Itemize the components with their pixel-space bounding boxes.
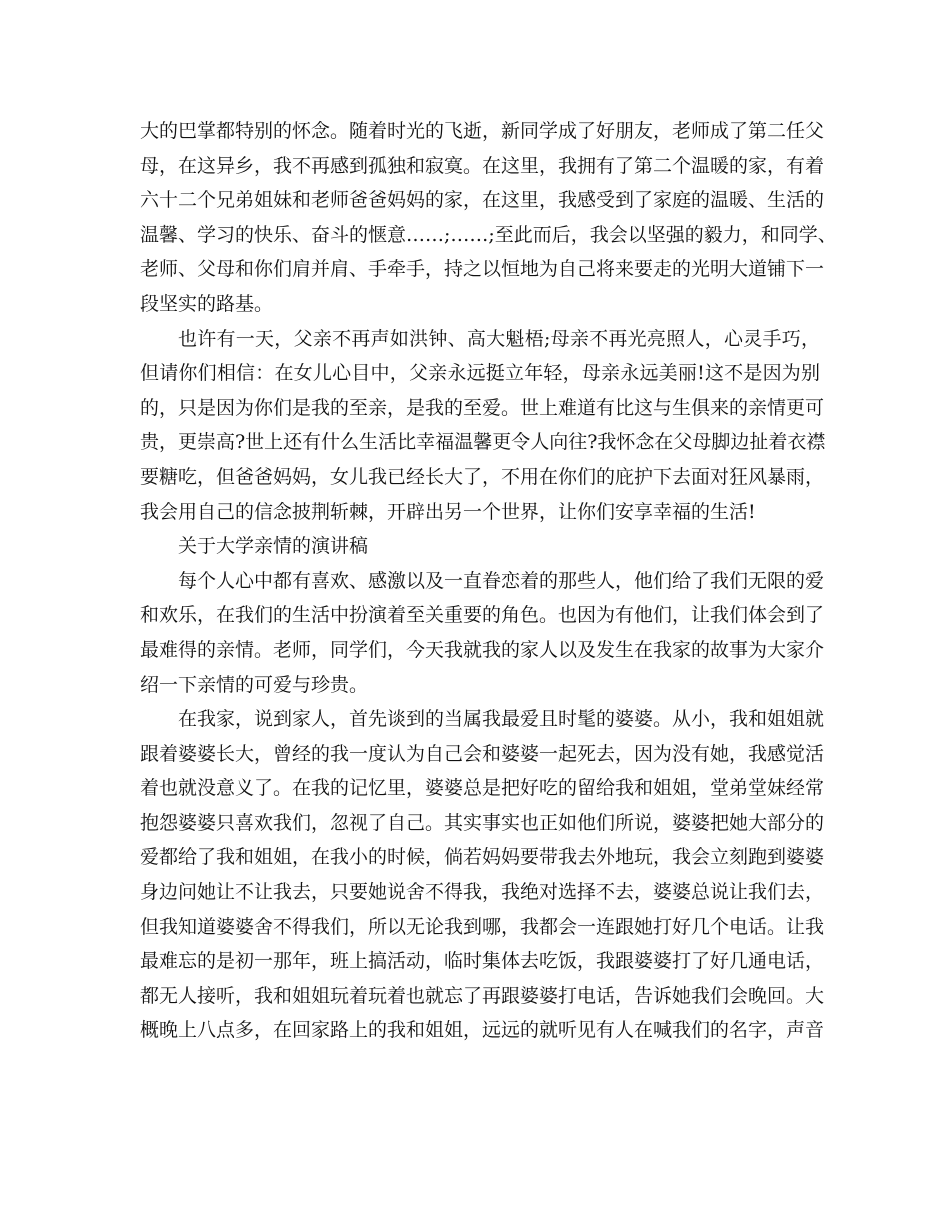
text-line: 母，在这异乡，我不再感到孤独和寂寞。在这里，我拥有了第二个温暖的家，有着 — [140, 154, 825, 177]
text-line: 我会用自己的信念披荆斩棘，开辟出另一个世界，让你们安享幸福的生活! — [140, 500, 756, 523]
text-line: 的，只是因为你们是我的至亲，是我的至爱。世上难道有比这与生俱来的亲情更可 — [140, 396, 825, 419]
text-line: 大的巴掌都特别的怀念。随着时光的飞逝，新同学成了好朋友，老师成了第二任父 — [140, 120, 825, 142]
text-line: 最难得的亲情。老师，同学们，今天我就我的家人以及发生在我家的故事为大家介 — [140, 638, 825, 661]
text-line: 段坚实的路基。 — [140, 292, 274, 315]
text-line: 要糖吃，但爸爸妈妈，女儿我已经长大了，不用在你们的庇护下去面对狂风暴雨， — [140, 465, 825, 488]
text-line: 在我家，说到家人，首先谈到的当属我最爱且时髦的婆婆。从小，我和姐姐就 — [178, 708, 825, 731]
text-line: 跟着婆婆长大，曾经的我一度认为自己会和婆婆一起死去，因为没有她，我感觉活 — [140, 742, 825, 765]
text-line: 概晚上八点多，在回家路上的我和姐姐，远远的就听见有人在喊我们的名字，声音 — [140, 1019, 825, 1042]
text-line: 每个人心中都有喜欢、感激以及一直眷恋着的那些人，他们给了我们无限的爱 — [178, 569, 825, 592]
section-title: 关于大学亲情的演讲稿 — [178, 535, 369, 558]
text-line: 爱都给了我和姐姐，在我小的时候，倘若妈妈要带我去外地玩，我会立刻跑到婆婆 — [140, 846, 825, 869]
text-line: 温馨、学习的快乐、奋斗的惬意……;……;至此而后，我会以坚强的毅力，和同学、 — [140, 223, 837, 246]
text-line: 和欢乐，在我们的生活中扮演着至关重要的角色。也因为有他们，让我们体会到了 — [140, 604, 825, 627]
text-line: 身边问她让不让我去，只要她说舍不得我，我绝对选择不去，婆婆总说让我们去， — [140, 881, 825, 904]
text-line: 贵，更崇高?世上还有什么生活比幸福温馨更令人向往?我怀念在父母脚边扯着衣襟 — [140, 431, 826, 454]
text-line: 也许有一天，父亲不再声如洪钟、高大魁梧;母亲不再光亮照人，心灵手巧， — [178, 327, 820, 350]
text-line: 绍一下亲情的可爱与珍贵。 — [140, 673, 369, 696]
text-line: 但请你们相信：在女儿心目中，父亲永远挺立年轻，母亲永远美丽!这不是因为别 — [140, 362, 820, 385]
text-line: 但我知道婆婆舍不得我们，所以无论我到哪，我都会一连跟她打好几个电话。让我 — [140, 915, 825, 938]
text-line: 老师、父母和你们肩并肩、手牵手，持之以恒地为自己将来要走的光明大道铺下一 — [140, 258, 825, 281]
text-line: 都无人接听，我和姐姐玩着玩着也就忘了再跟婆婆打电话，告诉她我们会晚回。大 — [140, 984, 825, 1007]
document-body — [140, 114, 837, 1048]
text-line: 最难忘的是初一那年，班上搞活动，临时集体去吃饭，我跟婆婆打了好几通电话， — [140, 950, 825, 973]
text-line: 抱怨婆婆只喜欢我们，忽视了自己。其实事实也正如他们所说，婆婆把她大部分的 — [140, 811, 825, 834]
text-line: 六十二个兄弟姐妹和老师爸爸妈妈的家，在这里，我感受到了家庭的温暖、生活的 — [140, 189, 825, 212]
text-line: 着也就没意义了。在我的记忆里，婆婆总是把好吃的留给我和姐姐，堂弟堂妹经常 — [140, 777, 825, 800]
